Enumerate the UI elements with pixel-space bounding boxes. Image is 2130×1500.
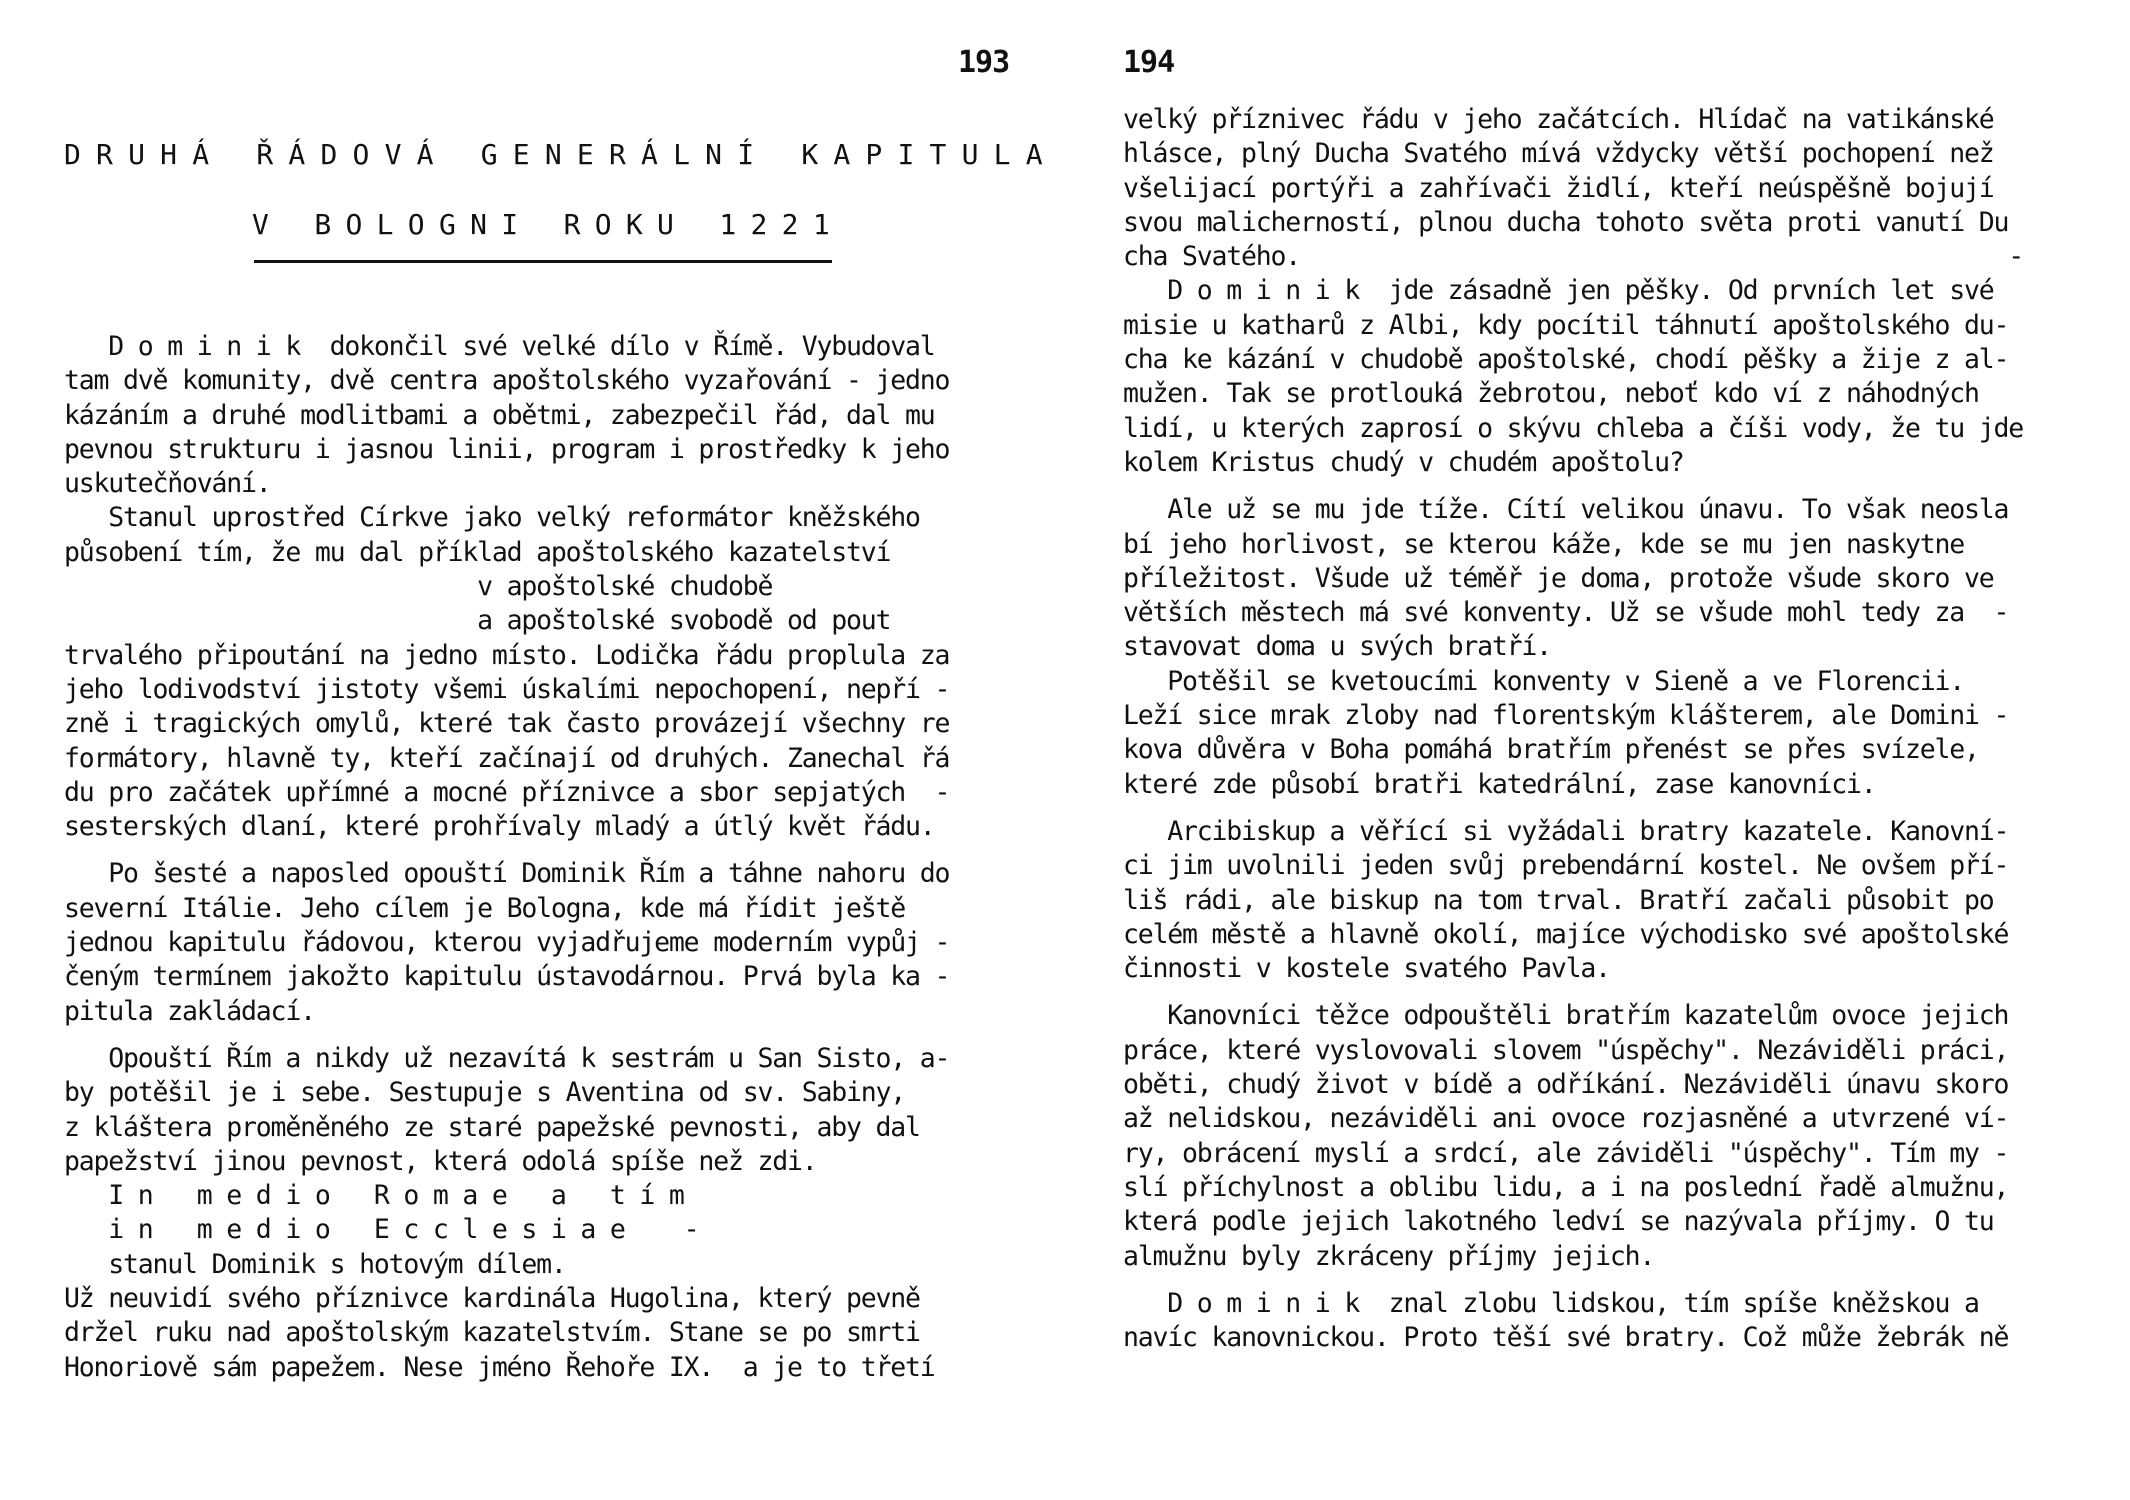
text-line: stanul Dominik s hotovým dílem. — [64, 1248, 566, 1280]
text-line: příležitost. Všude už téměř je doma, protože všude skoro ve — [1123, 562, 1994, 594]
text-line: oběti, chudý život v bídě a odříkání. Nezáviděli únavu skoro — [1123, 1069, 2009, 1101]
text-line: formátory, hlavně ty, kteří začínají od druhých. Zanechal řá — [64, 742, 950, 774]
text-line: bí jeho horlivost, se kterou káže, kde se mu jen naskytne — [1123, 528, 1964, 560]
text-line: du pro začátek upřímné a mocné příznivce a sbor sepjatých - — [64, 776, 950, 808]
text-line: navíc kanovnickou. Proto těší své bratry. Což může žebrák ně — [1123, 1322, 2009, 1354]
text-line: zně i tragických omylů, které tak často provázejí všechny re — [64, 708, 950, 740]
title-underline — [254, 260, 832, 263]
text-line: stavovat doma u svých bratří. — [1123, 631, 1551, 663]
text-line: v apoštolské chudobě — [64, 571, 773, 603]
text-line: D o m i n i k dokončil své velké dílo v Římě. Vybudoval — [64, 331, 935, 362]
text-line — [64, 844, 949, 857]
text-line: slí příchylnost a oblibu lidu, a i na poslední řadě almužnu, — [1123, 1171, 2009, 1203]
text-line: pevnou strukturu i jasnou linii, program i prostředky k jeho — [64, 433, 950, 465]
text-line: a apoštolské svobodě od pout — [64, 605, 891, 637]
text-line: Honoriově sám papežem. Nese jméno Řehoře IX. a je to třetí — [64, 1351, 935, 1383]
left-page — [0, 0, 1060, 1500]
text-line: Arcibiskup a věřící si vyžádali bratry kazatele. Kanovní- — [1123, 815, 2009, 847]
text-line — [1123, 480, 2023, 493]
text-line: mužen. Tak se protlouká žebrotou, neboť kdo ví z náhodných — [1123, 378, 1979, 410]
text-line: působení tím, že mu dal příklad apoštolského kazatelství — [64, 536, 891, 568]
text-line: jeho lodivodství jistoty všemi úskalími nepochopení, nepří - — [64, 673, 950, 705]
text-line: velký příznivec řádu v jeho začátcích. Hlídač na vatikánské — [1123, 104, 1994, 135]
text-line: Po šesté a naposled opouští Dominik Řím a táhne nahoru do — [64, 858, 950, 890]
text-line: kázáním a druhé modlitbami a obětmi, zabezpečil řád, dal mu — [64, 399, 935, 431]
text-line: Opouští Řím a nikdy už nezavítá k sestrám u San Sisto, a- — [64, 1042, 950, 1074]
text-line: Potěšil se kvetoucími konventy v Sieně a ve Florencii. — [1123, 665, 1964, 697]
text-line: která podle jejich lakotného ledví se nazývala příjmy. O tu — [1123, 1206, 1994, 1238]
text-line: hlásce, plný Ducha Svatého mívá vždycky větší pochopení než — [1123, 138, 1994, 170]
text-line: pitula zakládací. — [64, 995, 315, 1027]
right-page-text — [1123, 103, 2023, 1355]
text-line: papežství jinou pevnost, která odolá spíše než zdi. — [64, 1145, 817, 1177]
text-line: jednou kapitulu řádovou, kterou vyjadřujeme moderním vypůj - — [64, 927, 950, 959]
text-line: větších městech má své konventy. Už se všude mohl tedy za - — [1123, 597, 2009, 629]
text-line: severní Itálie. Jeho cílem je Bologna, kde má řídit ještě — [64, 892, 905, 924]
text-line: Ale už se mu jde tíže. Cítí velikou únavu. To však neosla — [1123, 494, 2009, 526]
text-line — [1123, 986, 2023, 999]
page-number-left: 193 — [958, 45, 1010, 80]
text-line: by potěšil je i sebe. Sestupuje s Aventina od sv. Sabiny, — [64, 1077, 905, 1109]
text-line: činnosti v kostele svatého Pavla. — [1123, 953, 1610, 985]
text-line: D o m i n i k znal zlobu lidskou, tím spíše kněžskou a — [1123, 1287, 1979, 1319]
text-line: kova důvěra v Boha pomáhá bratřím přenést se přes svízele, — [1123, 734, 1979, 766]
text-line: Kanovníci těžce odpouštěli bratřím kazatelům ovoce jejich — [1123, 1000, 2009, 1032]
text-line — [64, 1029, 949, 1042]
text-line: celém městě a hlavně okolí, majíce východisko své apoštolské — [1123, 918, 2009, 950]
text-line: tam dvě komunity, dvě centra apoštolského vyzařování - jedno — [64, 365, 950, 397]
text-line: až nelidskou, nezáviděli ani ovoce rozjasněné a utvrzené ví- — [1123, 1103, 2009, 1135]
text-line: Už neuvidí svého příznivce kardinála Hugolina, který pevně — [64, 1283, 920, 1315]
text-line: misie u katharů z Albi, kdy pocítil táhnutí apoštolského du- — [1123, 309, 2009, 341]
page-number-right: 194 — [1123, 45, 1175, 80]
text-line: uskutečňování. — [64, 468, 271, 500]
text-line: lidí, u kterých zaprosí o skývu chleba a číši vody, že tu jde — [1123, 412, 2024, 444]
text-line: všelijací portýři a zahřívači židlí, kteří neúspěšně bojují — [1123, 172, 1994, 204]
text-line: D o m i n i k jde zásadně jen pěšky. Od prvních let své — [1123, 275, 1994, 307]
text-line: cha Svatého. - — [1123, 241, 2024, 273]
text-line — [1123, 802, 2023, 815]
text-line: které zde působí bratři katedrální, zase kanovníci. — [1123, 768, 1876, 800]
text-line: almužnu byly zkráceny příjmy jejich. — [1123, 1240, 1655, 1272]
text-line: cha ke kázání v chudobě apoštolské, chodí pěšky a žije z al- — [1123, 344, 2009, 376]
text-line: ci jim uvolnili jeden svůj prebendární kostel. Ne ovšem pří- — [1123, 850, 2009, 882]
chapter-subtitle: V BOLOGNI ROKU 1221 — [252, 208, 844, 241]
text-line — [1123, 1274, 2023, 1287]
text-line: trvalého připoutání na jedno místo. Lodička řádu proplula za — [64, 639, 950, 671]
text-line: sesterských dlaní, které prohřívaly mladý a útlý květ řádu. — [64, 811, 935, 843]
text-line: práce, které vyslovovali slovem "úspěchy". Nezáviděli práci, — [1123, 1034, 2009, 1066]
left-page-text — [64, 330, 949, 1385]
right-page — [1065, 0, 2130, 1500]
text-line: i n m e d i o E c c l e s i a e - — [64, 1214, 699, 1246]
text-line: svou malicherností, plnou ducha tohoto světa proti vanutí Du — [1123, 206, 2009, 238]
text-line: Stanul uprostřed Církve jako velký reformátor kněžského — [64, 502, 920, 534]
text-line: I n m e d i o R o m a e a t í m — [64, 1180, 684, 1212]
text-line: Leží sice mrak zloby nad florentským klášterem, ale Domini - — [1123, 700, 2009, 732]
text-line: čeným termínem jakožto kapitulu ústavodárnou. Prvá byla ka - — [64, 961, 950, 993]
text-line: ry, obrácení myslí a srdcí, ale záviděli "úspěchy". Tím my - — [1123, 1137, 2009, 1169]
text-line: držel ruku nad apoštolským kazatelstvím. Stane se po smrti — [64, 1317, 920, 1349]
chapter-title: DRUHÁ ŘÁDOVÁ GENERÁLNÍ KAPITULA — [64, 138, 1058, 171]
text-line: z kláštera proměněného ze staré papežské pevnosti, aby dal — [64, 1111, 920, 1143]
text-line: kolem Kristus chudý v chudém apoštolu? — [1123, 446, 1684, 478]
text-line: liš rádi, ale biskup na tom trval. Bratří začali působit po — [1123, 884, 1994, 916]
